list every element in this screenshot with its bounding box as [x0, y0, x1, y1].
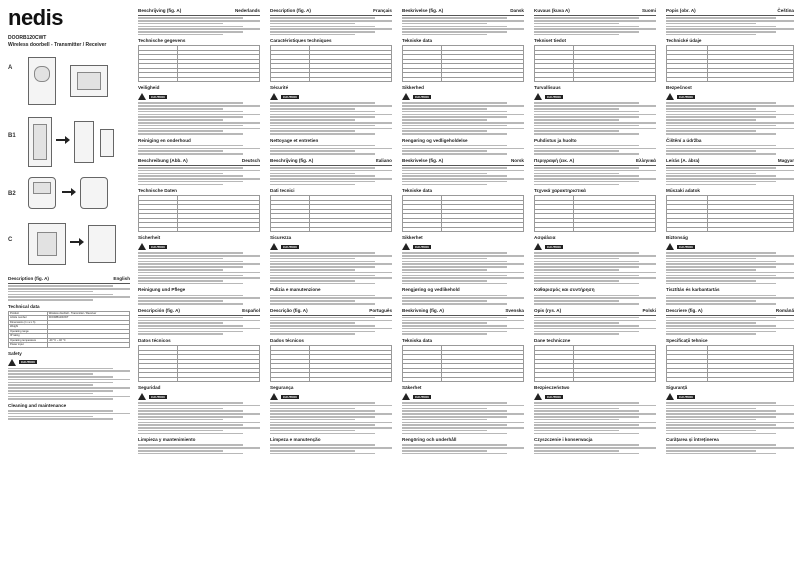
section-title: Sikkerhet: [402, 235, 423, 241]
caution-badge: CAUTION: [415, 244, 429, 249]
section-title: Bezpieczeństwo: [534, 385, 570, 391]
technical-data-table: [666, 345, 794, 382]
section-title: Puhdistus ja huolto: [534, 137, 577, 143]
technical-data-table: [534, 195, 656, 232]
figure-label-b2: B2: [8, 191, 16, 197]
warning-icon: [270, 243, 278, 250]
caution-badge: CAUTION: [679, 94, 693, 99]
section-title: Seguridad: [138, 385, 161, 391]
section-title: Καθαρισμός και συντήρηση: [534, 287, 595, 293]
section-title: Opis (rys. A) Polski: [534, 307, 656, 313]
section-title: Specificații tehnice: [666, 338, 708, 344]
section-title: Reiniging en onderhoud: [138, 137, 191, 143]
technical-data-table: [138, 345, 260, 382]
table-row: Article number DOORB120CWT: [9, 316, 130, 321]
technical-data-table: [270, 195, 392, 232]
section-title: Veiligheid: [138, 85, 160, 91]
section-title: Περιγραφή (εικ. A) Ελληνικά: [534, 157, 656, 163]
section-title: Tekniska data: [402, 338, 433, 344]
section-title: Kuvaus (kuva A) Suomi: [534, 8, 656, 13]
section-title: Rengjøring og vedlikehold: [402, 287, 460, 293]
section-title: Cleaning and maintenance: [8, 402, 67, 408]
caution-badge: CAUTION: [547, 394, 561, 399]
technical-data-table: [270, 345, 392, 382]
table-row: [139, 77, 260, 82]
technical-data-table: [138, 45, 260, 82]
column-fr-it-pt: [270, 5, 392, 565]
table-row: [139, 227, 260, 232]
column-da-no-sv: [402, 5, 524, 565]
section-title: Säkerhet: [402, 385, 422, 391]
section-title: Tekniske data: [402, 188, 433, 194]
section-title: Caractéristiques techniques: [270, 38, 332, 44]
section-title: Tisztítás és karbantartás: [666, 287, 720, 293]
technical-data-table: [270, 45, 392, 82]
caution-badge: CAUTION: [415, 94, 429, 99]
warning-icon: [666, 393, 674, 400]
table-row: [271, 77, 392, 82]
table-row: [535, 377, 656, 382]
section-title: Beschrijving (fig. A) Italiano: [270, 157, 392, 163]
product-title: Wireless doorbell - Transmitter / Receiver: [8, 42, 107, 48]
technical-data-table: [534, 45, 656, 82]
warning-icon: [534, 393, 542, 400]
caution-badge: CAUTION: [151, 394, 165, 399]
warning-icon: [8, 359, 16, 366]
section-title: Ασφάλεια: [534, 235, 556, 241]
technical-data-table: [8, 311, 130, 348]
section-title: Műszaki adatok: [666, 188, 700, 194]
transmitter-back-illustration: [74, 121, 94, 163]
caution-badge: CAUTION: [283, 244, 297, 249]
section-title: Sécurité: [270, 85, 289, 91]
section-title: Beschrijving (fig. A) Nederlands: [138, 8, 260, 13]
column-english: [8, 5, 130, 565]
section-title: Sikkerhed: [402, 85, 424, 91]
column-cs-hu-ro: [666, 5, 794, 565]
table-row: Weight: [9, 325, 130, 330]
table-row: [667, 227, 794, 232]
section-title: Popis (obr. A) Čeština: [666, 8, 794, 13]
caution-badge: CAUTION: [21, 360, 35, 365]
speaker-grille-icon: [77, 72, 101, 90]
battery-illustration: [100, 129, 114, 157]
section-title: Description (fig. A) English: [8, 276, 130, 281]
figure-label-a: A: [8, 65, 13, 71]
warning-icon: [138, 393, 146, 400]
section-title: Sicurezza: [270, 235, 292, 241]
section-title: Biztonság: [666, 235, 688, 241]
technical-data-table: [534, 345, 656, 382]
warning-icon: [270, 93, 278, 100]
english-text-block: [8, 273, 130, 421]
technical-data-table: [666, 45, 794, 82]
receiver-battery-icon: [33, 182, 51, 194]
section-title: Leírás (A. ábra) Magyar: [666, 157, 794, 163]
column-nl-de-es: [138, 5, 260, 565]
warning-icon: [402, 393, 410, 400]
table-row: Operating temperature -20 °C ~ 40 °C: [9, 338, 130, 343]
warning-icon: [270, 393, 278, 400]
caution-badge: CAUTION: [151, 244, 165, 249]
section-title: Pulizia e manutenzione: [270, 287, 321, 293]
section-title: Beskrivelse (fig. A) Dansk: [402, 8, 524, 13]
section-title: Čištění a údržba: [666, 137, 702, 143]
table-row: [667, 377, 794, 382]
caution-badge: CAUTION: [679, 394, 693, 399]
wall-mount-illustration: [28, 223, 66, 265]
section-title: Beskrivelse (fig. A) Norsk: [402, 157, 524, 163]
section-title: Descrição (fig. A) Português: [270, 307, 392, 313]
warning-icon: [534, 93, 542, 100]
table-row: [403, 377, 524, 382]
column-fi-el-pl: [534, 5, 656, 565]
table-row: [535, 227, 656, 232]
mounted-transmitter-illustration: [88, 225, 116, 263]
section-title: Rengöring och underhåll: [402, 437, 457, 443]
section-title: Siguranță: [666, 385, 688, 391]
model-number: DOORB120CWT: [8, 35, 47, 41]
caution-badge: CAUTION: [283, 94, 297, 99]
caution-badge: CAUTION: [415, 394, 429, 399]
section-title: Technische Daten: [138, 188, 177, 194]
brand-logo: nedis: [8, 5, 63, 30]
section-title: Limpeza e manutenção: [270, 437, 321, 443]
section-title: Safety: [8, 350, 22, 356]
technical-data-table: [402, 195, 524, 232]
warning-icon: [666, 243, 674, 250]
section-title: Segurança: [270, 385, 294, 391]
battery-compartment-icon: [33, 124, 47, 160]
figure-label-c: C: [8, 237, 13, 243]
section-title: Technische gegevens: [138, 38, 186, 44]
caution-badge: CAUTION: [679, 244, 693, 249]
section-title: Dados técnicos: [270, 338, 304, 344]
mount-plate-icon: [37, 232, 57, 256]
receiver-open-illustration: [28, 177, 56, 209]
warning-icon: [402, 243, 410, 250]
arrow-right-icon: [56, 139, 66, 141]
table-row: [535, 77, 656, 82]
section-title: Reinigung und Pflege: [138, 287, 186, 293]
warning-icon: [138, 93, 146, 100]
section-title: Datos técnicos: [138, 338, 171, 344]
table-row: [403, 77, 524, 82]
technical-data-table: [138, 195, 260, 232]
transmitter-illustration: [28, 57, 56, 105]
section-title: Nettoyage et entretien: [270, 137, 319, 143]
table-row: Dimensions (l x w x h): [9, 320, 130, 325]
section-title: Bezpečnost: [666, 85, 692, 91]
bell-button-icon: [34, 66, 50, 82]
technical-data-table: [666, 195, 794, 232]
table-row: Product Wireless doorbell - Transmitter / Receiver: [9, 311, 130, 316]
section-title: Dati tecnici: [270, 188, 295, 194]
arrow-right-icon: [62, 191, 72, 193]
table-row: [271, 227, 392, 232]
warning-icon: [138, 243, 146, 250]
table-row: [271, 377, 392, 382]
section-title: Limpieza y mantenimiento: [138, 437, 196, 443]
technical-data-table: [402, 45, 524, 82]
figure-label-b1: B1: [8, 133, 16, 139]
caution-badge: CAUTION: [547, 94, 561, 99]
section-title: Beschreibung (Abb. A) Deutsch: [138, 157, 260, 163]
section-title: Beskrivning (fig. A) Svenska: [402, 307, 524, 313]
caution-badge: CAUTION: [151, 94, 165, 99]
table-row: [139, 377, 260, 382]
warning-icon: [402, 93, 410, 100]
section-title: Descripción (fig. A) Español: [138, 307, 260, 313]
section-title: Rengøring og vedligeholdelse: [402, 137, 468, 143]
table-row: [403, 227, 524, 232]
caution-badge: CAUTION: [283, 394, 297, 399]
section-title: Descriere (fig. A) Română: [666, 307, 794, 313]
table-row: Operating range: [9, 329, 130, 334]
warning-icon: [666, 93, 674, 100]
transmitter-open-illustration: [28, 117, 52, 167]
technical-data-table: [402, 345, 524, 382]
section-title: Technical data: [8, 303, 40, 309]
arrow-right-icon: [70, 241, 80, 243]
table-row: IP rating: [9, 334, 130, 339]
section-title: Czyszczenie i konserwacja: [534, 437, 593, 443]
table-row: Power input: [9, 343, 130, 348]
section-title: Tekniske data: [402, 38, 433, 44]
section-title: Sicherheit: [138, 235, 161, 241]
section-title: Turvallisuus: [534, 85, 561, 91]
section-title: Dane techniczne: [534, 338, 571, 344]
receiver-illustration: [70, 65, 108, 97]
section-title: Technické údaje: [666, 38, 702, 44]
section-title: Description (fig. A) Français: [270, 8, 392, 13]
section-title: Tekniset tiedot: [534, 38, 567, 44]
caution-badge: CAUTION: [547, 244, 561, 249]
warning-icon: [534, 243, 542, 250]
table-row: [667, 77, 794, 82]
section-title: Curățarea și întreținerea: [666, 437, 719, 443]
section-title: Τεχνικά χαρακτηριστικά: [534, 188, 586, 194]
receiver-closed-illustration: [80, 177, 108, 209]
